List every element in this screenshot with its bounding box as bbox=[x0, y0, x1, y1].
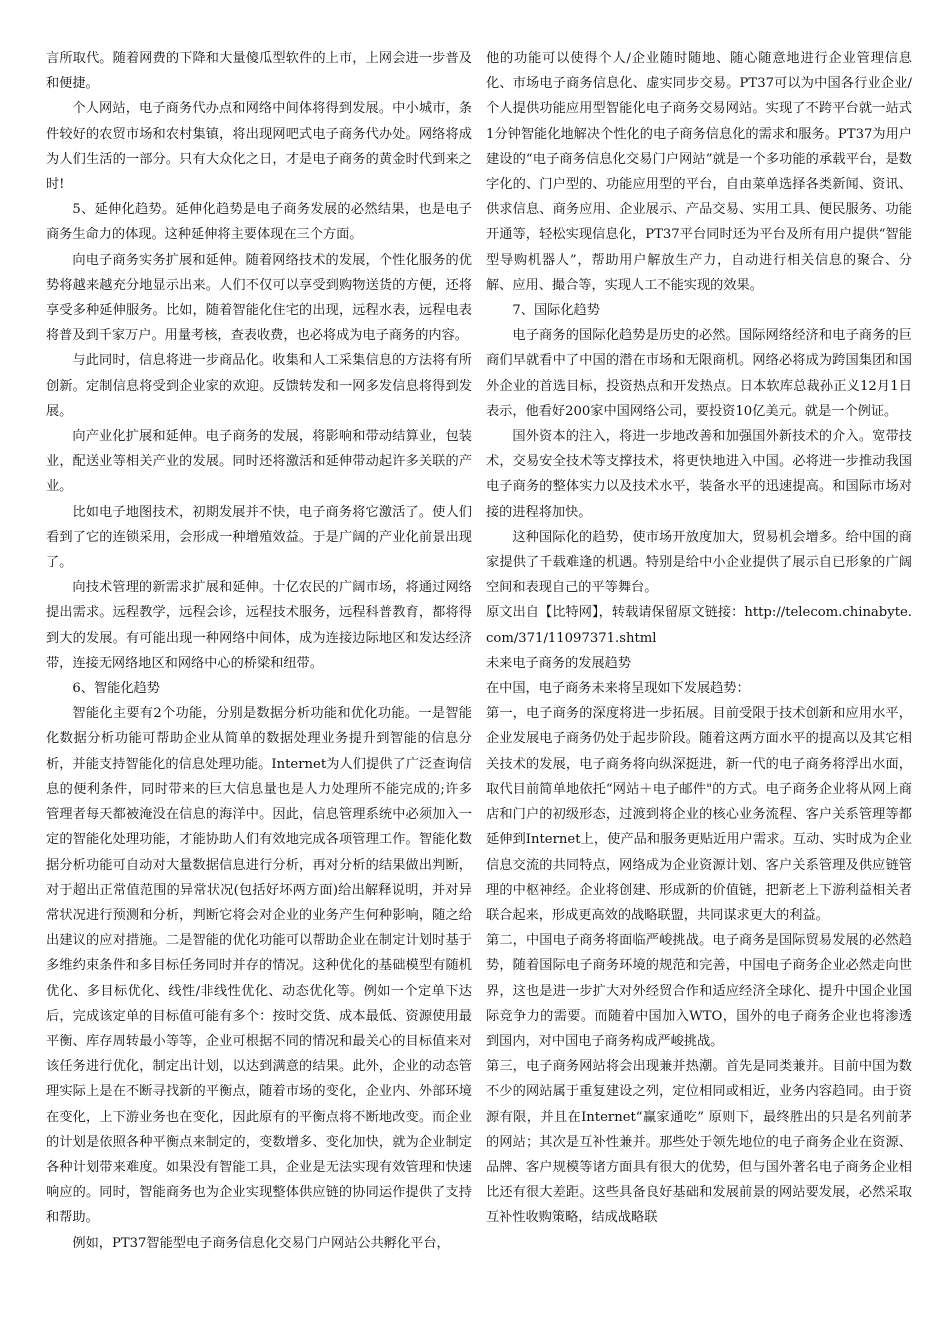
paragraph: 向技术管理的新需求扩展和延伸。十亿农民的广阔市场，将通过网络提出需求。远程教学，远程会诊，远程技术服务，远程科普教育，都将得到大的发展。有可能出现一种网络中间体，成为连接边际地区和发达经济带，连接无网络地区和网络中心的桥梁和纽带。 bbox=[46, 580, 472, 671]
paragraph: 第三，电子商务网站将会出现兼并热潮。首先是同类兼并。目前中国为数不少的网站属于重复建设之列，定位相同或相近，业务内容趋同。由于资源有限，并且在Internet“赢家通吃” 原则下，最终胜出的只是名列前茅的网站；其次是互补性兼并。那些处于领先地位的电子商务企业在资源、品牌、客户规模等诸方面具有很大的优势，但与国外著名电子商务企业相比还有很大差距。这些具备良好基础和发展前景的网站要发展，必然采取互补性收购策略，结成战略联 bbox=[486, 1059, 912, 1226]
paragraph: 与此同时，信息将进一步商品化。收集和人工采集信息的方法将有所创新。定制信息将受到企业家的欢迎。反馈转发和一网多发信息将得到发展。 bbox=[46, 353, 472, 419]
paragraph: 5、延伸化趋势。延伸化趋势是电子商务发展的必然结果，也是电子商务生命力的体现。这种延伸将主要体现在三个方面。 bbox=[46, 202, 472, 243]
paragraph: 例如，PT37智能型电子商务信息化交易门户网站公共孵化平台， bbox=[72, 1235, 450, 1251]
paragraph: 个人网站，电子商务代办点和网络中间体将得到发展。中小城市，条件较好的农贸市场和农村集镇，将出现网吧式电子商务代办处。网络将成为人们生活的一部分。只有大众化之日，才是电子商务的黄金时代到来之时! bbox=[46, 101, 472, 193]
paragraph: 他的功能可以使得个人/企业随时随地、随心随意地进行企业管理信息化、市场电子商务信息化、虚实同步交易。PT37可以为中国各行业企业/个人提供功能应用型智能化电子商务交易网站。实现了不跨平台就一站式1分钟智能化地解决个性化的电子商务信息化的需求和服务。PT37为用户建设的“电子商务信息化交易门户网站”就是一个多功能的承载平台，是数字化的、门户型的、功能应用型的平台，自由菜单选择各类新闻、资讯、供求信息、商务应用、企业展示、产品交易、实用工具、便民服务、功能开通等，轻松实现信息化，PT37平台同时还为平台及所有用户提供“智能型导购机器人”，帮助用户解放生产力，自动进行相关信息的聚合、分解、应用、撮合等，实现人工不能实现的效果。 bbox=[486, 51, 912, 293]
paragraph: 这种国际化的趋势，使市场开放度加大，贸易机会增多。给中国的商家提供了千载难逢的机遇。特别是给中小企业提供了展示自已形象的广阔空间和表现自己的平等舞台。 bbox=[486, 529, 912, 596]
paragraph: 言所取代。随着网费的下降和大量傻瓜型软件的上市，上网会进一步普及和便捷。 bbox=[46, 51, 472, 92]
paragraph: 7、国际化趋势 bbox=[512, 303, 600, 319]
paragraph: 6、智能化趋势 bbox=[72, 681, 160, 697]
paragraph: 向电子商务实务扩展和延伸。随着网络技术的发展，个性化服务的优势将越来越充分地显示出来。人们不仅可以享受到购物送货的方便，还将享受多种延伸服务。比如，随着智能化住宅的出现，远程水表，远程电表将普及到千家万户。用量考核，查表收费，也必将成为电子商务的内容。 bbox=[46, 252, 472, 344]
paragraph: 未来电子商务的发展趋势 bbox=[486, 655, 632, 671]
paragraph: 电子商务的国际化趋势是历史的必然。国际网络经济和电子商务的巨商们早就看中了中国的潜在市场和无限商机。网络必将成为跨国集团和国外企业的首选目标，投资热点和开发热点。日本软库总裁孙正义12月1日表示，他看好200家中国网络公司，要投资10亿美元。就是一个例证。 bbox=[486, 328, 912, 419]
paragraph: 在中国，电子商务未来将呈现如下发展趋势： bbox=[486, 681, 750, 697]
left-column bbox=[46, 46, 472, 1302]
document-page bbox=[46, 46, 912, 1302]
paragraph: 智能化主要有2个功能，分别是数据分析功能和优化功能。一是智能化数据分析功能可帮助企业从简单的数据处理业务提升到智能的信息分析，并能支持智能化的信息处理功能。Internet为人们提供了广泛查询信息的便利条件，同时带来的巨大信息量也是人力处理所不能完成的;许多管理者每天都被淹没在信息的海洋中。因此，信息管理系统中必须加入一定的智能化处理功能，才能协助人们有效地完成各项管理工作。智能化数据分析功能可自动对大量数据信息进行分析，再对分析的结果做出判断，对于超出正常值范围的异常状况(包括好坏两方面)给出解释说明，并对异常状况进行预测和分析，判断它将会对企业的业务产生何种影响，随之给出建议的应对措施。二是智能的优化功能可以帮助企业在制定计划时基于多维约束条件和多目标任务同时并存的情况。这种优化的基础模型有随机优化、多目标优化、线性/非线性优化、动态优化等。例如一个定单下达后，完成该定单的目标值可能有多个：按时交货、成本最低、资源使用最平衡、库存周转最小等等，企业可根据不同的情况和最关心的目标值来对该任务进行优化，制定出计划，以达到满意的结果。此外，企业的动态管理实际上是在不断寻找新的平衡点，随着市场的变化，企业内、外部环境在变化，上下游业务也在变化，因此原有的平衡点将不断地改变。而企业的计划是依照各种平衡点来制定的，变数增多、变化加快，就为企业制定各种计划带来难度。如果没有智能工具，企业是无法实现有效管理和快速响应的。同时，智能商务也为企业实现整体供应链的协同运作提供了支持和帮助。 bbox=[46, 706, 472, 1226]
paragraph: 向产业化扩展和延伸。电子商务的发展，将影响和带动结算业，包装业，配送业等相关产业的发展。同时还将激活和延伸带动起许多关联的产业。 bbox=[46, 429, 472, 495]
paragraph: 比如电子地图技术，初期发展并不快，电子商务将它激活了。使人们看到了它的连锁采用，会形成一种增殖效益。于是广阔的产业化前景出现了。 bbox=[46, 504, 472, 571]
paragraph: 第二，中国电子商务将面临严峻挑战。电子商务是国际贸易发展的必然趋势，随着国际电子商务环境的规范和完善，中国电子商务企业必然走向世界，这也是进一步扩大对外经贸合作和适应经济全球化、提升中国企业国际竞争力的需要。而随着中国加入WTO，国外的电子商务企业也将渗透到国内，对中国电子商务构成严峻挑战。 bbox=[486, 933, 912, 1049]
paragraph: 国外资本的注入，将进一步地改善和加强国外新技术的介入。宽带技术，交易安全技术等支撑技术，将更快地进入中国。必将进一步推动我国电子商务的整体实力以及技术水平，装备水平的迅速提高。和国际市场对接的进程将加快。 bbox=[486, 429, 912, 520]
paragraph: 原文出自【比特网】，转载请保留原文链接：http://telecom.chinabyte.com/371/11097371.shtml bbox=[486, 605, 912, 646]
right-column bbox=[486, 46, 912, 1302]
paragraph: 第一，电子商务的深度将进一步拓展。目前受限于技术创新和应用水平，企业发展电子商务仍处于起步阶段。随着这两方面水平的提高以及其它相关技术的发展，电子商务将向纵深挺进，新一代的电子商务将浮出水面，取代目前简单地依托“网站＋电子邮件"的方式。电子商务企业将从网上商店和门户的初级形态，过渡到将企业的核心业务流程、客户关系管理等都延伸到Internet上，使产品和服务更贴近用户需求。互动、实时成为企业信息交流的共同特点，网络成为企业资源计划、客户关系管理及供应链管理的中枢神经。企业将创建、形成新的价值链，把新老上下游利益相关者联合起来，形成更高效的战略联盟，共同谋求更大的利益。 bbox=[486, 706, 912, 923]
